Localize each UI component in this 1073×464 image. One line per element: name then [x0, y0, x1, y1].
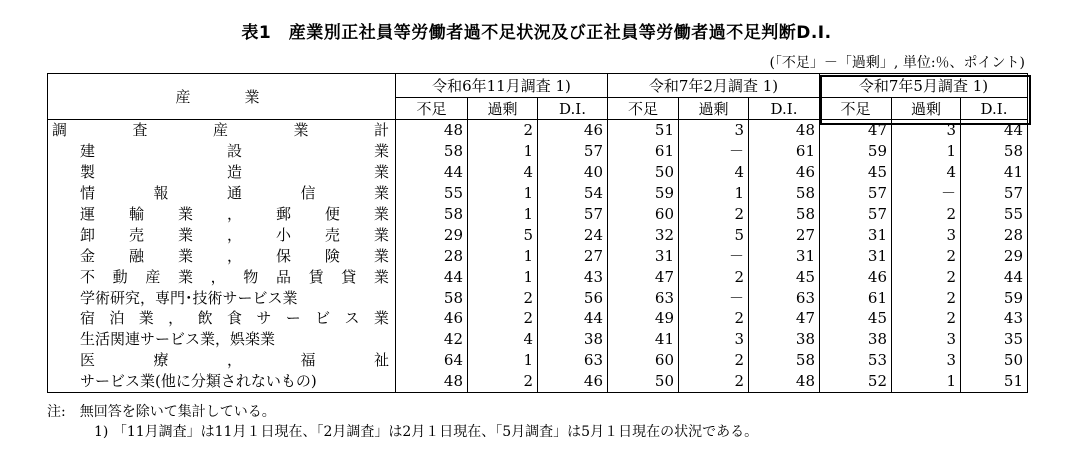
- value-cell: 61: [820, 287, 892, 308]
- value-cell: 60: [608, 204, 679, 225]
- value-cell: 31: [820, 224, 892, 245]
- value-cell: 38: [820, 329, 892, 350]
- value-cell: 54: [538, 183, 608, 204]
- table-row: [48, 308, 1028, 329]
- table-row: [48, 141, 1028, 162]
- value-cell: 2: [679, 266, 749, 287]
- value-cell: 2: [468, 120, 538, 141]
- value-cell: 58: [749, 350, 820, 371]
- value-cell: 58: [396, 204, 468, 225]
- table-row: [48, 183, 1028, 204]
- col-shortage: 不足: [608, 98, 679, 120]
- value-cell: 56: [538, 287, 608, 308]
- industry-label: [48, 329, 396, 350]
- value-cell: 4: [468, 162, 538, 183]
- value-cell: 55: [961, 204, 1028, 225]
- value-cell: 40: [538, 162, 608, 183]
- industry-label-text: 宿 泊 業 ， 飲 食 サ ー ビ ス 業: [80, 309, 389, 328]
- industry-label: [48, 308, 396, 329]
- industry-label: [48, 162, 396, 183]
- value-cell: 38: [538, 329, 608, 350]
- value-cell: 41: [961, 162, 1028, 183]
- value-cell: 46: [749, 162, 820, 183]
- notes: [47, 402, 758, 442]
- value-cell: 27: [749, 224, 820, 245]
- value-cell: 60: [608, 350, 679, 371]
- value-cell: 27: [538, 245, 608, 266]
- value-cell: －: [679, 141, 749, 162]
- col-surplus: 過剰: [679, 98, 749, 120]
- value-cell: 1: [468, 141, 538, 162]
- col-shortage: 不足: [820, 98, 892, 120]
- value-cell: 2: [679, 371, 749, 392]
- value-cell: －: [679, 287, 749, 308]
- value-cell: 50: [961, 350, 1028, 371]
- col-di: D.I.: [538, 98, 608, 120]
- industry-label: [48, 266, 396, 287]
- value-cell: 45: [820, 162, 892, 183]
- value-cell: 44: [961, 266, 1028, 287]
- value-cell: 51: [961, 371, 1028, 392]
- col-surplus: 過剰: [468, 98, 538, 120]
- value-cell: 58: [749, 183, 820, 204]
- industry-label-text: 建 設 業: [80, 142, 389, 161]
- value-cell: 43: [961, 308, 1028, 329]
- table-row: [48, 162, 1028, 183]
- industry-label: [48, 120, 396, 141]
- table-row: [48, 224, 1028, 245]
- industry-label-text: 金 融 業 ， 保 険 業: [80, 246, 389, 265]
- col-shortage: 不足: [396, 98, 468, 120]
- value-cell: 1: [468, 350, 538, 371]
- value-cell: 59: [608, 183, 679, 204]
- value-cell: 3: [892, 224, 961, 245]
- value-cell: 47: [749, 308, 820, 329]
- value-cell: 58: [961, 141, 1028, 162]
- value-cell: 29: [961, 245, 1028, 266]
- industry-label-text: 医 療 ， 福 祉: [80, 351, 389, 370]
- industry-header: 産 業: [48, 74, 396, 120]
- industry-label-text: 運 輸 業 ， 郵 便 業: [80, 205, 389, 223]
- industry-label-text: 調 査 産 業 計: [52, 121, 389, 140]
- value-cell: 44: [396, 162, 468, 183]
- value-cell: 42: [396, 329, 468, 350]
- table-title: 表1 産業別正社員等労働者過不足状況及び正社員等労働者過不足判断D.I.: [241, 23, 832, 43]
- value-cell: 4: [892, 162, 961, 183]
- value-cell: 45: [820, 308, 892, 329]
- value-cell: 57: [538, 141, 608, 162]
- value-cell: 47: [820, 120, 892, 141]
- col-di: D.I.: [749, 98, 820, 120]
- value-cell: 2: [679, 204, 749, 225]
- value-cell: 46: [538, 371, 608, 392]
- industry-label: [48, 245, 396, 266]
- value-cell: 2: [468, 308, 538, 329]
- value-cell: 31: [608, 245, 679, 266]
- value-cell: 48: [749, 371, 820, 392]
- value-cell: 5: [468, 224, 538, 245]
- survey-header-3: 令和7年5月調査 1): [820, 74, 1028, 98]
- value-cell: 59: [820, 141, 892, 162]
- table-row: [48, 120, 1028, 141]
- value-cell: 63: [749, 287, 820, 308]
- value-cell: 5: [679, 224, 749, 245]
- industry-label: [48, 287, 396, 308]
- value-cell: 28: [396, 245, 468, 266]
- value-cell: 44: [538, 308, 608, 329]
- value-cell: 61: [749, 141, 820, 162]
- value-cell: 2: [892, 245, 961, 266]
- industry-label: [48, 224, 396, 245]
- value-cell: 32: [608, 224, 679, 245]
- note-line-2: 1) 「11月調査」は11月１日現在、「2月調査」は2月１日現在、「5月調査」は5月１日現在の状況である。: [94, 424, 759, 440]
- col-surplus: 過剰: [892, 98, 961, 120]
- unit-note: (「不足」－「過剰」, 単位:％、ポイント): [769, 55, 1025, 71]
- value-cell: 63: [538, 350, 608, 371]
- value-cell: 47: [608, 266, 679, 287]
- value-cell: 57: [538, 204, 608, 225]
- table-row: [48, 329, 1028, 350]
- table-row: [48, 350, 1028, 371]
- value-cell: 4: [468, 329, 538, 350]
- industry-label-text: 製 造 業: [80, 163, 389, 182]
- value-cell: 58: [396, 141, 468, 162]
- industry-label: [48, 141, 396, 162]
- value-cell: 57: [961, 183, 1028, 204]
- value-cell: 55: [396, 183, 468, 204]
- value-cell: 53: [820, 350, 892, 371]
- industry-label: [48, 204, 396, 225]
- table-row: [48, 287, 1028, 308]
- table-row: [48, 245, 1028, 266]
- value-cell: 38: [749, 329, 820, 350]
- value-cell: 57: [820, 204, 892, 225]
- industry-label-text: 生活関連サービス業，娯楽業: [80, 330, 276, 349]
- value-cell: 44: [961, 120, 1028, 141]
- value-cell: 2: [892, 287, 961, 308]
- value-cell: 1: [892, 141, 961, 162]
- value-cell: 1: [468, 183, 538, 204]
- value-cell: 1: [892, 371, 961, 392]
- value-cell: 28: [961, 224, 1028, 245]
- value-cell: 49: [608, 308, 679, 329]
- value-cell: 24: [538, 224, 608, 245]
- industry-label: [48, 183, 396, 204]
- value-cell: 57: [820, 183, 892, 204]
- value-cell: 46: [538, 120, 608, 141]
- value-cell: 31: [749, 245, 820, 266]
- value-cell: 3: [892, 120, 961, 141]
- value-cell: 3: [679, 120, 749, 141]
- value-cell: 35: [961, 329, 1028, 350]
- value-cell: 1: [468, 266, 538, 287]
- value-cell: 51: [608, 120, 679, 141]
- industry-label-text: 情 報 通 信 業: [80, 184, 389, 203]
- industry-label-text: 卸 売 業 ， 小 売 業: [80, 225, 389, 244]
- industry-label: [48, 350, 396, 371]
- value-cell: 4: [679, 162, 749, 183]
- note-line-1: 注: 無回答を除いて集計している。: [47, 404, 276, 420]
- value-cell: 2: [892, 266, 961, 287]
- survey-header-1: 令和6年11月調査 1): [396, 74, 608, 98]
- value-cell: 58: [749, 204, 820, 225]
- value-cell: 58: [396, 287, 468, 308]
- industry-label-text: 学術研究，専門･技術サービス業: [80, 288, 298, 307]
- value-cell: 3: [892, 350, 961, 371]
- value-cell: 48: [396, 371, 468, 392]
- value-cell: 29: [396, 224, 468, 245]
- value-cell: 46: [820, 266, 892, 287]
- value-cell: 2: [468, 287, 538, 308]
- value-cell: 1: [679, 183, 749, 204]
- value-cell: 3: [679, 329, 749, 350]
- value-cell: 48: [396, 120, 468, 141]
- value-cell: 50: [608, 371, 679, 392]
- value-cell: 43: [538, 266, 608, 287]
- value-cell: 63: [608, 287, 679, 308]
- value-cell: 41: [608, 329, 679, 350]
- table-row: [48, 266, 1028, 287]
- value-cell: 2: [679, 350, 749, 371]
- value-cell: 2: [679, 308, 749, 329]
- value-cell: 50: [608, 162, 679, 183]
- value-cell: 1: [468, 204, 538, 225]
- table-row: [48, 371, 1028, 392]
- value-cell: 64: [396, 350, 468, 371]
- value-cell: 48: [749, 120, 820, 141]
- value-cell: 52: [820, 371, 892, 392]
- value-cell: 2: [892, 204, 961, 225]
- industry-label-text: サービス業(他に分類されないもの): [80, 372, 317, 391]
- value-cell: 2: [892, 308, 961, 329]
- value-cell: 44: [396, 266, 468, 287]
- labor-shortage-table: [47, 73, 1028, 393]
- value-cell: －: [679, 245, 749, 266]
- col-di: D.I.: [961, 98, 1028, 120]
- value-cell: 59: [961, 287, 1028, 308]
- value-cell: 61: [608, 141, 679, 162]
- table-row: [48, 204, 1028, 225]
- value-cell: 1: [468, 245, 538, 266]
- value-cell: 45: [749, 266, 820, 287]
- survey-header-2: 令和7年2月調査 1): [608, 74, 820, 98]
- value-cell: 3: [892, 329, 961, 350]
- value-cell: 2: [468, 371, 538, 392]
- value-cell: －: [892, 183, 961, 204]
- industry-label: [48, 371, 396, 392]
- value-cell: 31: [820, 245, 892, 266]
- industry-label-text: 不 動 産 業 ， 物 品 賃 貸 業: [80, 267, 389, 286]
- value-cell: 46: [396, 308, 468, 329]
